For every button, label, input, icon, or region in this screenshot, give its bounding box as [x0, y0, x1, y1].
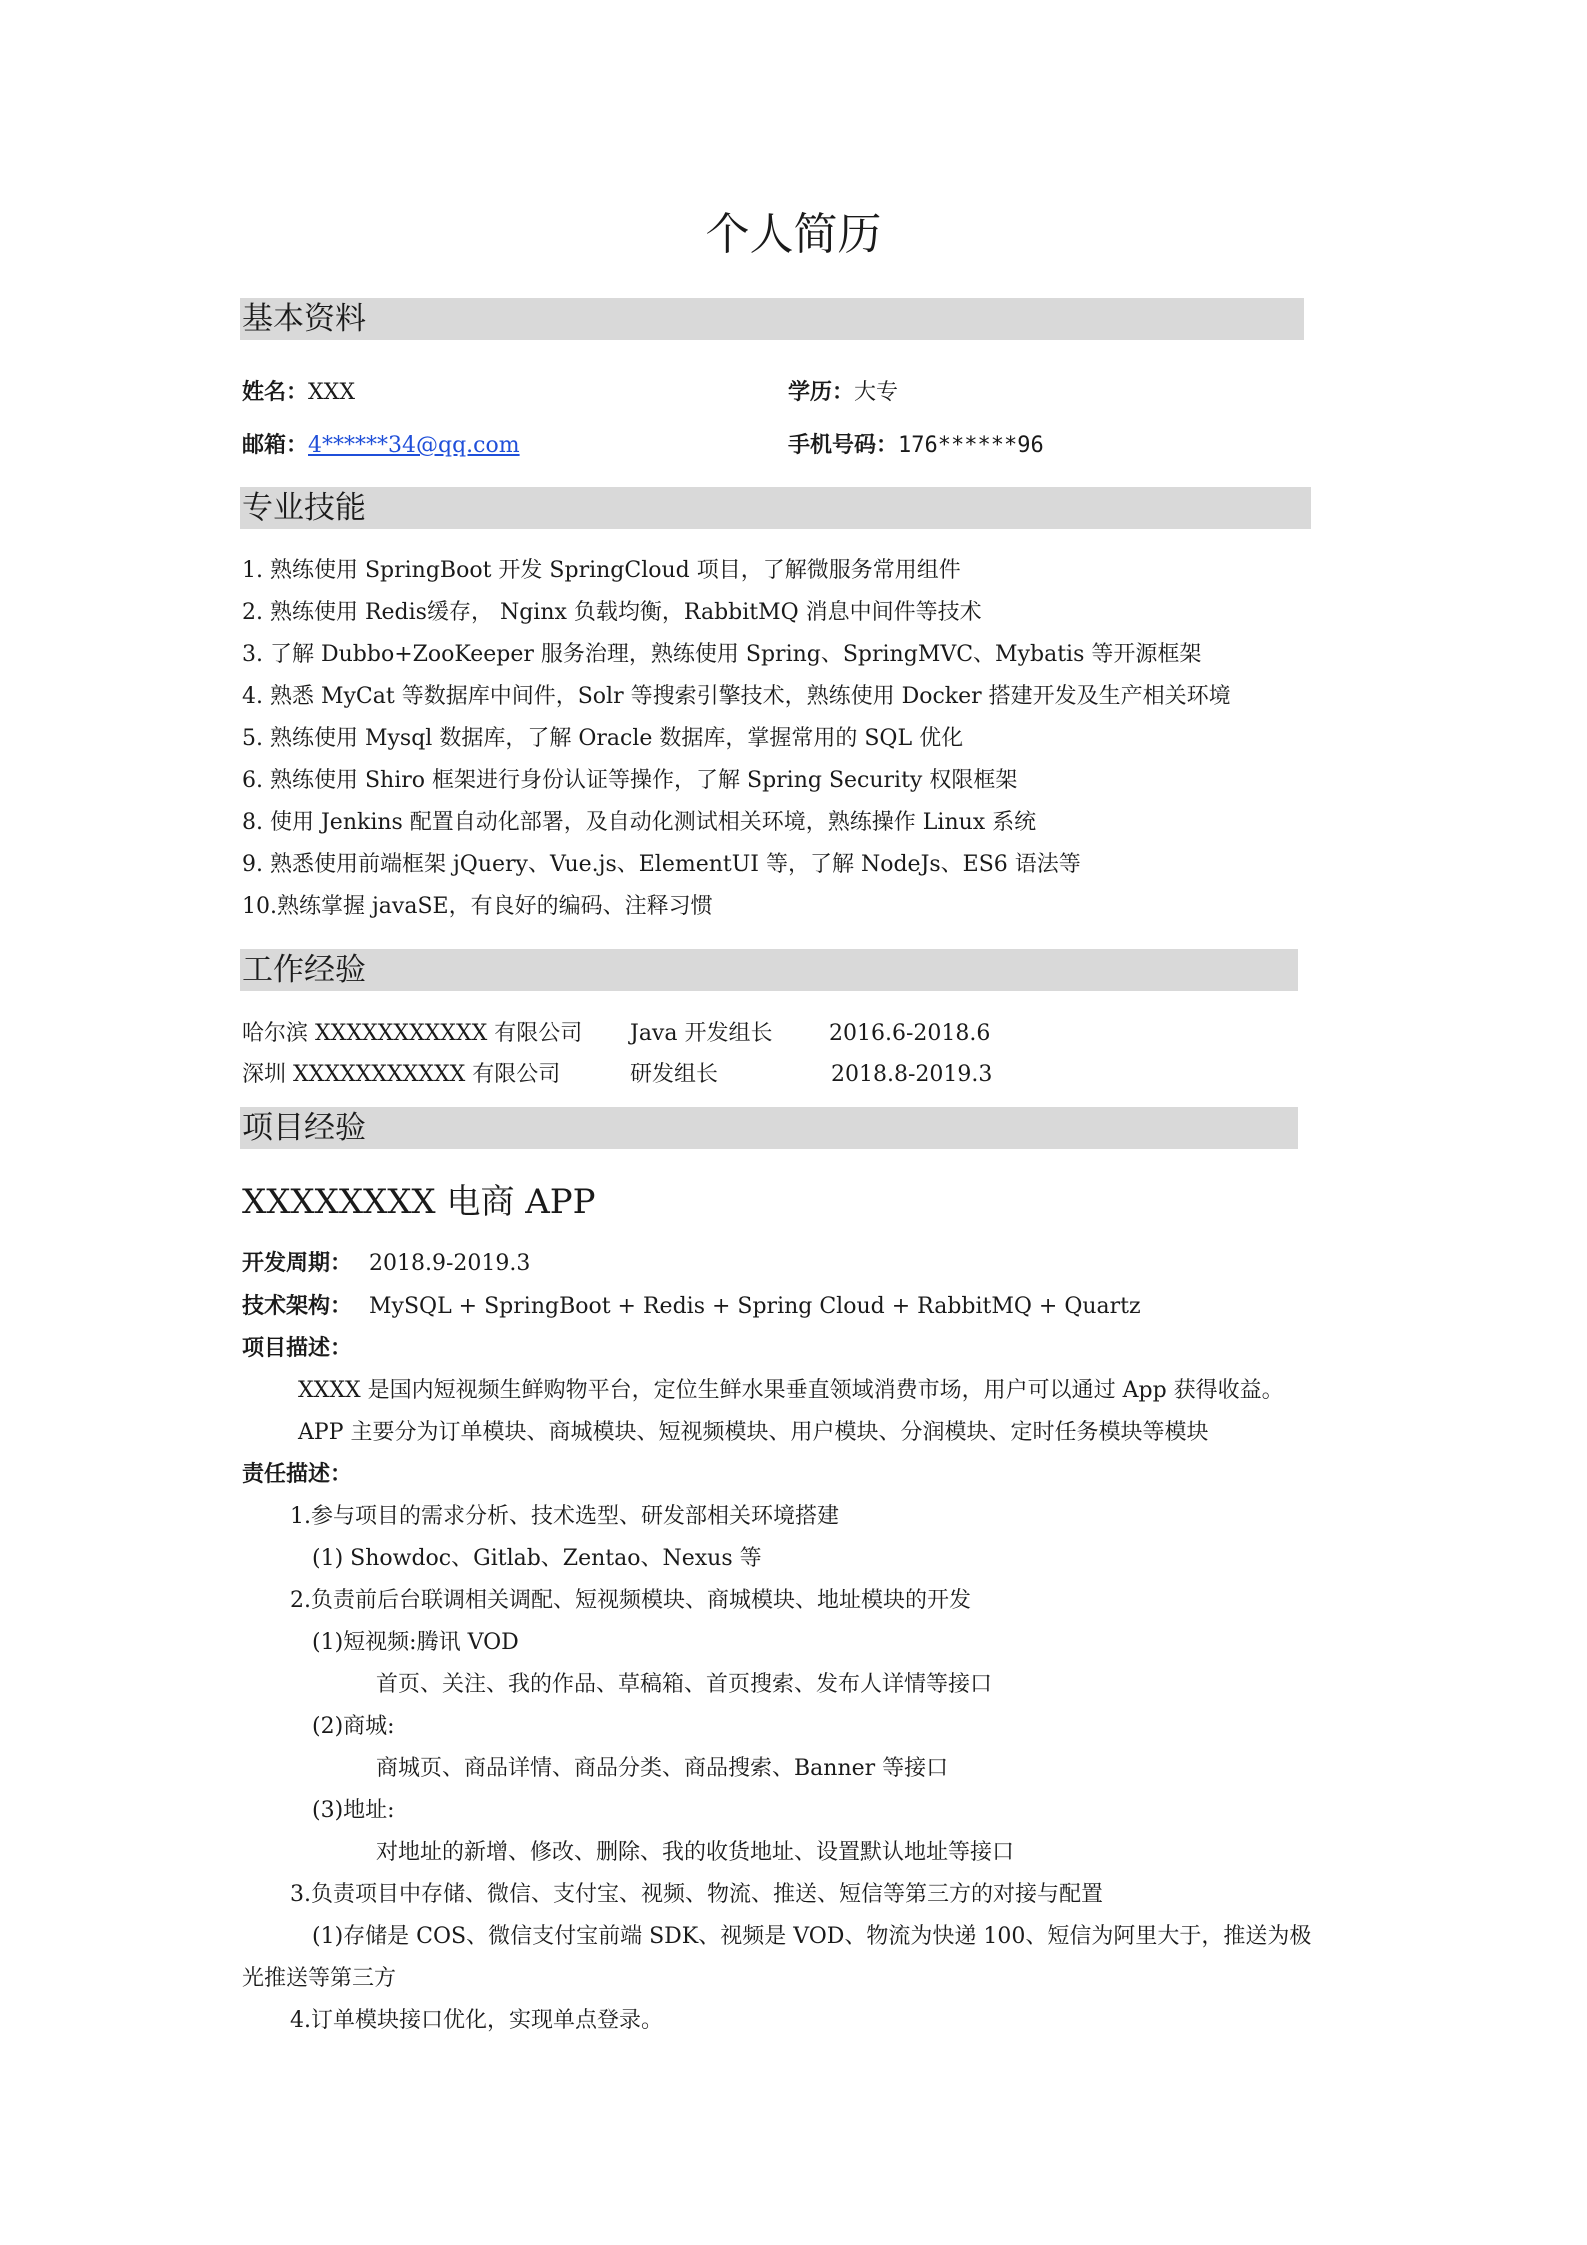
resp-item: (1)短视频:腾讯 VOD	[312, 1630, 519, 1655]
project-name: XXXXXXXX 电商 APP	[242, 1182, 596, 1222]
resp-item: (1)存储是 COS、微信支付宝前端 SDK、视频是 VOD、物流为快递 100、短信为阿里大于，推送为极	[312, 1924, 1312, 1949]
section-title: 项目经验	[242, 1110, 366, 1146]
name-value: XXX	[308, 380, 356, 405]
project-cycle-label: 开发周期：	[242, 1251, 353, 1276]
email-label: 邮箱：	[242, 433, 309, 458]
resp-item: 首页、关注、我的作品、草稿箱、首页搜索、发布人详情等接口	[376, 1672, 993, 1697]
education-row	[788, 378, 898, 408]
section-header-skills	[240, 487, 1311, 529]
section-title: 工作经验	[242, 952, 366, 988]
skill-item: 4. 熟悉 MyCat 等数据库中间件，Solr 等搜索引擎技术，熟练使用 Docker 搭建开发及生产相关环境	[242, 684, 1231, 709]
resp-item: (2)商城:	[312, 1714, 395, 1739]
education-value: 大专	[854, 380, 899, 405]
email-link[interactable]: 4******34@qq.com	[308, 433, 520, 458]
resp-item: 商城页、商品详情、商品分类、商品搜索、Banner 等接口	[376, 1756, 949, 1781]
section-header-basic	[240, 298, 1304, 340]
work-period: 2018.8-2019.3	[831, 1062, 993, 1087]
section-title: 专业技能	[242, 490, 366, 526]
skill-item: 10.熟练掌握 javaSE，有良好的编码、注释习惯	[242, 894, 713, 919]
resp-item: (1) Showdoc、Gitlab、Zentao、Nexus 等	[312, 1546, 762, 1571]
phone-row	[788, 431, 1044, 461]
resp-item: 对地址的新增、修改、删除、我的收货地址、设置默认地址等接口	[376, 1840, 1015, 1865]
resp-item: 2.负责前后台联调相关调配、短视频模块、商城模块、地址模块的开发	[290, 1588, 971, 1613]
name-label: 姓名：	[242, 380, 309, 405]
page-title: 个人简历	[705, 209, 882, 260]
resp-item: 4.订单模块接口优化，实现单点登录。	[290, 2008, 663, 2033]
name-row	[242, 378, 355, 408]
phone-label: 手机号码：	[788, 433, 899, 458]
section-title: 基本资料	[242, 301, 366, 337]
project-resp-label: 责任描述：	[242, 1462, 353, 1487]
skill-item: 2. 熟练使用 Redis缓存， Nginx 负载均衡，RabbitMQ 消息中间件等技术	[242, 600, 982, 625]
work-company: 深圳 XXXXXXXXXXX 有限公司	[242, 1062, 561, 1087]
section-header-work	[240, 949, 1298, 991]
education-label: 学历：	[788, 380, 855, 405]
resp-item: 1.参与项目的需求分析、技术选型、研发部相关环境搭建	[290, 1504, 839, 1529]
work-role: 研发组长	[630, 1062, 719, 1087]
project-tech-label: 技术架构：	[242, 1294, 353, 1319]
skill-item: 5. 熟练使用 Mysql 数据库，了解 Oracle 数据库，掌握常用的 SQL 优化	[242, 726, 964, 751]
resp-item: 3.负责项目中存储、微信、支付宝、视频、物流、推送、短信等第三方的对接与配置	[290, 1882, 1103, 1907]
project-tech-value: MySQL + SpringBoot + Redis + Spring Cloud + RabbitMQ + Quartz	[369, 1294, 1141, 1319]
work-company: 哈尔滨 XXXXXXXXXXX 有限公司	[242, 1021, 583, 1046]
phone-value: 176******96	[898, 433, 1044, 458]
skill-item: 8. 使用 Jenkins 配置自动化部署，及自动化测试相关环境，熟练操作 Linux 系统	[242, 810, 1037, 835]
resp-item: (3)地址:	[312, 1798, 395, 1823]
project-desc-line: APP 主要分为订单模块、商城模块、短视频模块、用户模块、分润模块、定时任务模块等模块	[298, 1420, 1209, 1445]
project-cycle-value: 2018.9-2019.3	[369, 1251, 531, 1276]
work-role: Java 开发组长	[630, 1021, 773, 1046]
skill-item: 1. 熟练使用 SpringBoot 开发 SpringCloud 项目，了解微服务常用组件	[242, 558, 961, 583]
skill-item: 9. 熟悉使用前端框架 jQuery、Vue.js、ElementUI 等，了解 NodeJs、ES6 语法等	[242, 852, 1081, 877]
resp-item: 光推送等第三方	[242, 1966, 397, 1991]
email-row	[242, 431, 520, 461]
skill-item: 6. 熟练使用 Shiro 框架进行身份认证等操作，了解 Spring Security 权限框架	[242, 768, 1018, 793]
work-period: 2016.6-2018.6	[829, 1021, 991, 1046]
project-desc-line: XXXX 是国内短视频生鲜购物平台，定位生鲜水果垂直领域消费市场，用户可以通过 App 获得收益。	[298, 1378, 1284, 1403]
project-tech-row	[242, 1292, 1141, 1322]
section-header-projects	[240, 1107, 1298, 1149]
skill-item: 3. 了解 Dubbo+ZooKeeper 服务治理，熟练使用 Spring、SpringMVC、Mybatis 等开源框架	[242, 642, 1202, 667]
project-desc-label: 项目描述：	[242, 1336, 353, 1361]
project-cycle-row	[242, 1249, 530, 1279]
